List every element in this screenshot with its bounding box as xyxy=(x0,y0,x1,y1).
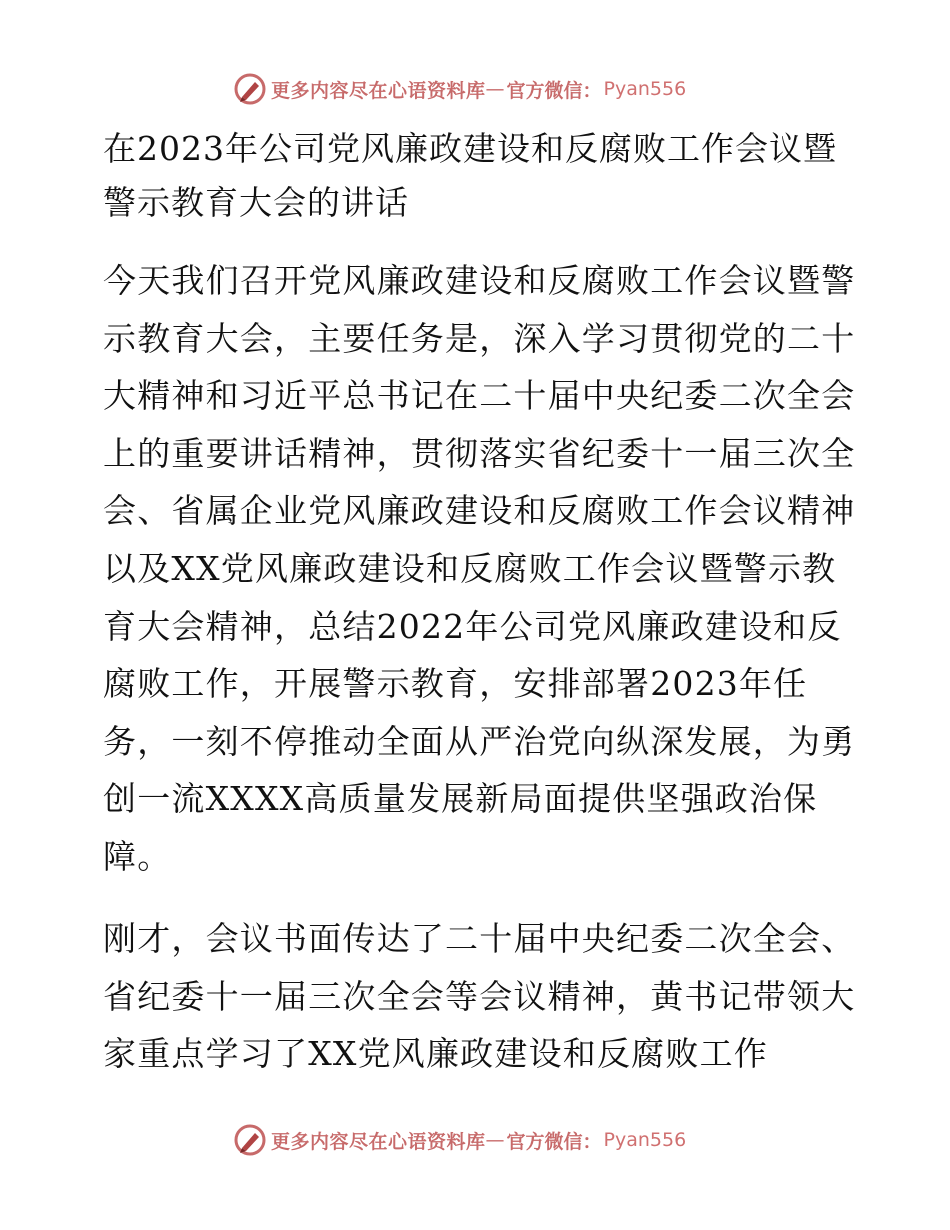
pen-logo-icon xyxy=(233,1123,267,1157)
watermark-main-text: 更多内容尽在心语资料库 xyxy=(271,1130,486,1153)
header-watermark xyxy=(233,72,753,106)
body-paragraph: 刚才，会议书面传达了二十届中央纪委二次全会、省纪委十一届三次全会等会议精神，黄书记带领大家重点学习了XX党风廉政建设和反腐败工作 xyxy=(103,919,856,1074)
body-paragraph: 今天我们召开党风廉政建设和反腐败工作会议暨警示教育大会，主要任务是，深入学习贯彻党的二十大精神和习近平总书记在二十届中央纪委二次全会上的重要讲话精神，贯彻落实省纪委十一届三次全会、省属企业党风廉政建设和反腐败工作会议精神以及XX党风廉政建设和反腐败工作会议暨警示教育大会精神，总结2022年公司党风廉政建设和反腐败工作，开展警示教育，安排部署2023年任务，一刻不停推动全面从严治党向纵深发展，为勇创一流XXXX高质量发展新局面提供坚强政治保障。 xyxy=(103,261,856,876)
pen-logo-icon xyxy=(233,72,267,106)
footer-watermark xyxy=(233,1123,753,1157)
watermark-wechat-id: Pyan556 xyxy=(603,1129,687,1151)
document-title: 在2023年公司党风廉政建设和反腐败工作会议暨警示教育大会的讲话 xyxy=(103,129,837,222)
watermark-label: 官方微信： xyxy=(506,1130,602,1153)
watermark-wechat-id: Pyan556 xyxy=(603,78,687,100)
watermark-dash: — xyxy=(485,78,505,100)
watermark-dash: — xyxy=(485,1129,505,1151)
watermark-main-text: 更多内容尽在心语资料库 xyxy=(271,79,486,102)
watermark-label: 官方微信： xyxy=(506,79,602,102)
